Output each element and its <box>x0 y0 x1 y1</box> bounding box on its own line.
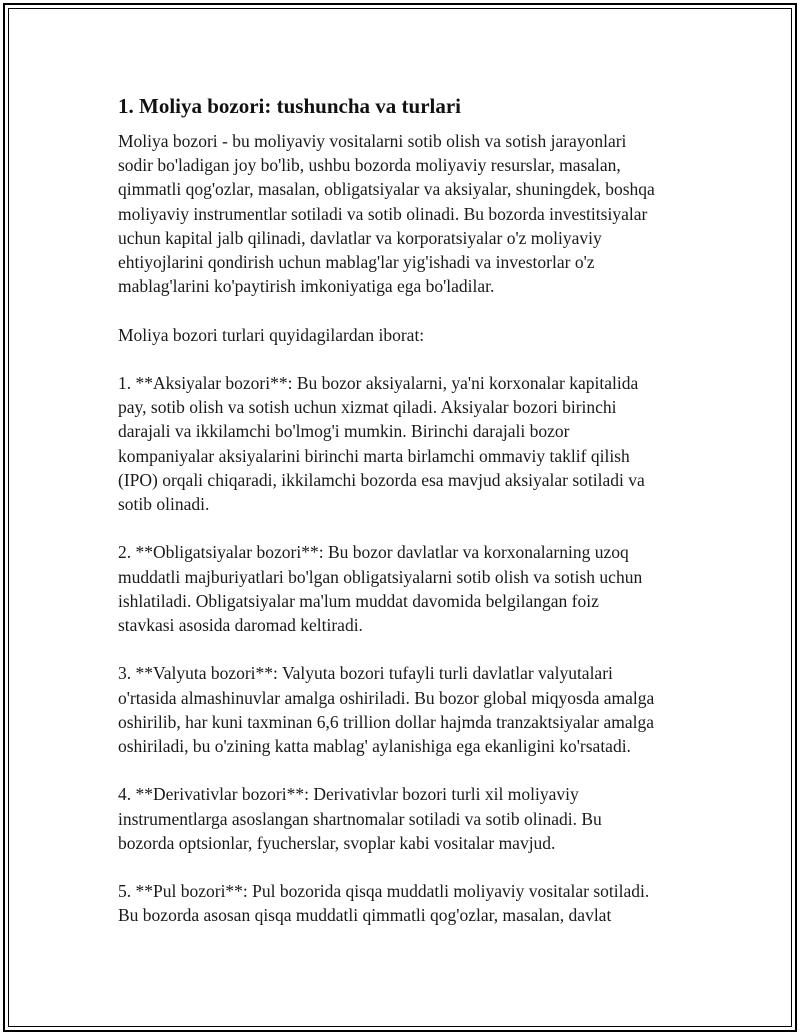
section-title: 1. Moliya bozori: tushuncha va turlari <box>118 94 462 118</box>
list-item-bond-market: 2. **Obligatsiyalar bozori**: Bu bozor davlatlar va korxonalarning uzoq muddatli majburiyatlari bo'lgan obligatsiyalarni sotib olish va sotish uchun ishlatiladi. Obligatsiyalar ma'lum muddat davomida belgilangan foiz stavkasi asosida daromad keltiradi. <box>118 542 643 636</box>
list-item-money-market: 5. **Pul bozori**: Pul bozorida qisqa muddatli moliyaviy vositalar sotiladi. Bu bozorda asosan qisqa muddatli qimmatli qog'ozlar, masalan, davlat <box>118 881 650 926</box>
list-item-stock-market: 1. **Aksiyalar bozori**: Bu bozor aksiyalarni, ya'ni korxonalar kapitalida pay, sotib olish va sotish uchun xizmat qiladi. Aksiyalar bozori birinchi darajali va ikkilamchi bo'lmog'i mumkin. Birinchi darajali bozor kompaniyalar aksiyalarini birinchi marta birlamchi ommaviy taklif qilish (IPO) orqali chiqaradi, ikkilamchi bozorda esa mavjud aksiyalar sotiladi va sotib olinadi. <box>118 373 645 515</box>
types-heading-paragraph: Moliya bozori turlari quyidagilardan iborat: <box>118 324 425 345</box>
list-item-derivatives-market: 4. **Derivativlar bozori**: Derivativlar bozori turli xil moliyaviy instrumentlarga asoslangan shartnomalar sotiladi va sotib olinadi. Bu bozorda optsionlar, fyucherslar, svoplar kabi vositalar mavjud. <box>118 784 602 853</box>
list-item-currency-market: 3. **Valyuta bozori**: Valyuta bozori tufayli turli davlatlar valyutalari o'rtasida almashinuvlar amalga oshiriladi. Bu bozor global miqyosda amalga oshirilib, har kuni taxminan 6,6 trillion dollar hajmda tranzaktsiyalar amalga oshiriladi, bu o'zining katta mablag' aylanishiga ega ekanligini ko'rsatadi. <box>118 663 655 757</box>
document-body <box>118 92 698 952</box>
intro-paragraph: Moliya bozori - bu moliyaviy vositalarni sotib olish va sotish jarayonlari sodir bo'ladigan joy bo'lib, ushbu bozorda moliyaviy resurslar, masalan, qimmatli qog'ozlar, masalan, obligatsiyalar va aksiyalar, shuningdek, boshqa moliyaviy instrumentlar sotiladi va sotib olinadi. Bu bozorda investitsiyalar uchun kapital jalb qilinadi, davlatlar va korporatsiyalar o'z moliyaviy ehtiyojlarini qondirish uchun mablag'lar yig'ishadi va investorlar o'z mablag'larini ko'paytirish imkoniyatiga ega bo'ladilar. <box>118 131 655 297</box>
